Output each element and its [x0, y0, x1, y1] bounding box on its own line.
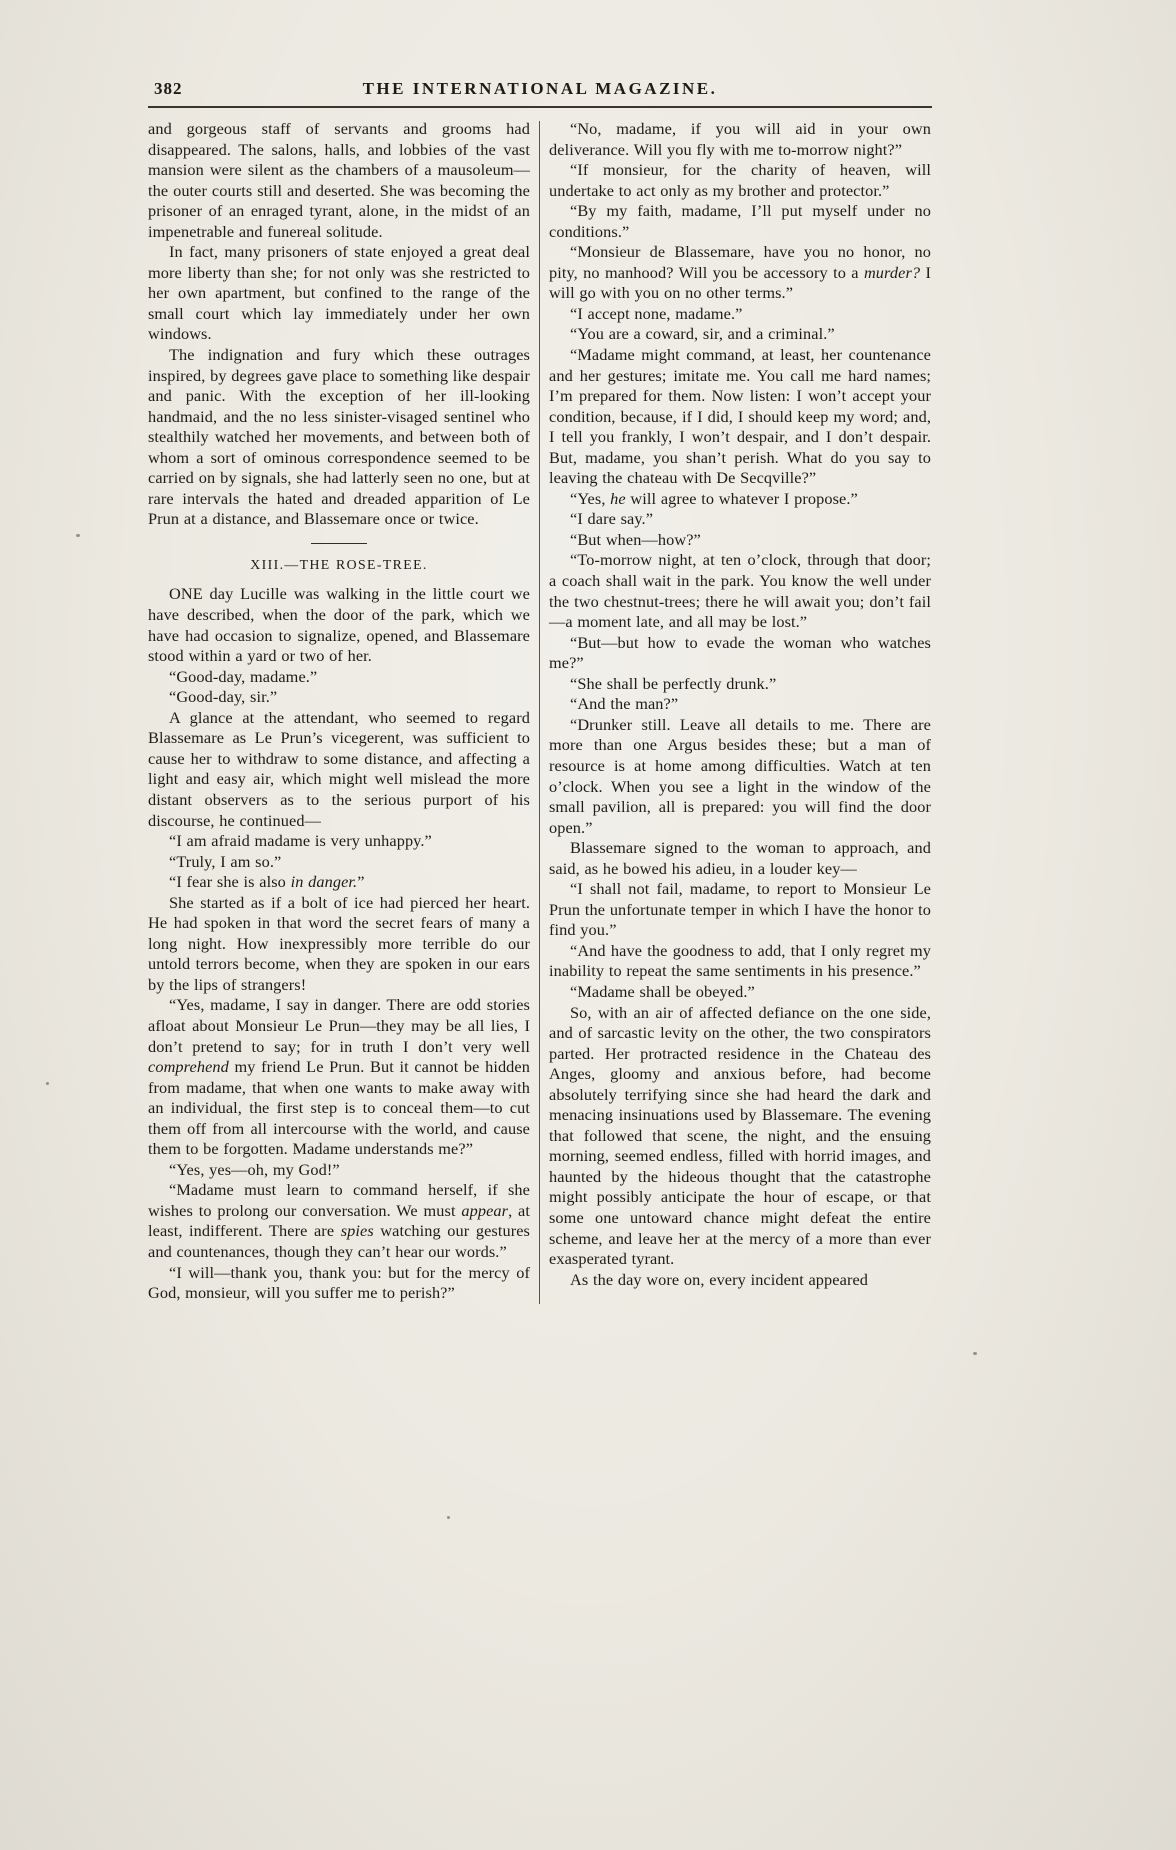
paragraph: “You are a coward, sir, and a criminal.”: [570, 324, 835, 344]
paragraph: “Yes, madame, I say in danger. There are odd stories afloat about Monsieur Le Prun—they may be all lies, I don’t pretend to say; for in truth I don’t very well comprehend my friend Le Prun. But it cannot be hidden from madame, that when one wants to make away with an individual, the first step is to conceal them—to cut them off from all intercourse with the world, and cause them to be forgotten. Madame understands me?”: [148, 995, 530, 1159]
paragraph: “Madame might command, at least, her countenance and her gestures; imitate me. You call me hard names; I’m prepared for them. Now listen: I won’t accept your condition, because, if I did, I should keep my word; and, I tell you frankly, I won’t despair, and I don’t despair. But, madame, you shan’t perish. What do you say to leaving the chateau with De Secqville?”: [549, 345, 931, 488]
paragraph: “Madame must learn to command herself, if she wishes to prolong our conversation. We must appear, at least, indifferent. There are spies watching our gestures and countenances, though they can’t hear our words.”: [148, 1180, 530, 1261]
scan-speck: [46, 1082, 49, 1085]
paragraph: “She shall be perfectly drunk.”: [570, 673, 777, 693]
paragraph: She started as if a bolt of ice had pierced her heart. He had spoken in that word the secret fears of many a long night. How inexpressibly more terrible do our untold terrors become, when they are spoken in our ears by the lips of strangers!: [148, 892, 530, 994]
paragraph: A glance at the attendant, who seemed to regard Blassemare as Le Prun’s vicegerent, was sufficient to cause her to withdraw to some distance, and affecting a light and easy air, which might well mislead the more distant observers as to the serious purport of his discourse, he continued—: [148, 707, 530, 830]
paragraph: ONE day Lucille was walking in the little court we have described, when the door of the park, which we have had occasion to signalize, opened, and Blassemare stood within a yard or two of her.: [148, 584, 530, 666]
header-rule: [148, 106, 932, 108]
text-columns: [148, 119, 932, 1304]
page-header: [148, 76, 932, 103]
paragraph: “Good-day, madame.”: [169, 666, 318, 686]
paragraph: As the day wore on, every incident appeared: [570, 1269, 869, 1289]
paragraph: So, with an air of affected defiance on the one side, and of sarcastic levity on the other, the two conspirators parted. Her protracted residence in the Chateau des Anges, gloomy and anxious before, had become absolutely terrifying since she had heard the dark and menacing insinuations used by Blassemare. The evening that followed that scene, the night, and the ensuing morning, seemed endless, filled with horrid images, and haunted by the hideous thought that the catastrophe might possibly anticipate the hour of escape, or that some one untoward chance might defeat the entire scheme, and leave her at the mercy of a more than ever exasperated tyrant.: [549, 1002, 931, 1269]
right-column: [549, 119, 931, 1304]
scan-speck: [447, 1516, 450, 1519]
page-title: THE INTERNATIONAL MAGAZINE.: [362, 79, 718, 98]
paragraph: “I am afraid madame is very unhappy.”: [169, 831, 432, 851]
paragraph: “If monsieur, for the charity of heaven, will undertake to act only as my brother and protector.”: [549, 160, 931, 200]
magazine-page: [148, 76, 932, 1304]
paragraph: “Drunker still. Leave all details to me. There are more than one Argus besides these; but a man of resource is at home among difficulties. Watch at ten o’clock. When you see a light in the window of the small pavilion, all is prepared: you will find the door open.”: [549, 714, 931, 837]
paragraph: “Monsieur de Blassemare, have you no honor, no pity, no manhood? Will you be accessory to a murder? I will go with you on no other terms.”: [549, 242, 931, 303]
paragraph: “To-morrow night, at ten o’clock, through that door; a coach shall wait in the park. You know the well under the two chestnut-trees; there he will await you; don’t fail—a moment late, and all may be lost.”: [549, 550, 931, 632]
paragraph: “I shall not fail, madame, to report to Monsieur Le Prun the unfortunate temper in which I have the honor to find you.”: [549, 879, 931, 940]
paragraph: “I dare say.”: [570, 509, 654, 529]
paragraph: “But when—how?”: [570, 529, 701, 549]
section-divider-rule: [311, 543, 367, 544]
paragraph: and gorgeous staff of servants and grooms had disappeared. The salons, halls, and lobbies of the vast mansion were silent as the chambers of a mausoleum—the outer courts still and deserted. She was becoming the prisoner of an enraged tyrant, alone, in the midst of an impenetrable and funereal solitude.: [148, 119, 530, 241]
page-number: 382: [154, 79, 183, 98]
scan-speck: [76, 534, 80, 537]
paragraph: “And the man?”: [570, 694, 679, 714]
scan-speck: [973, 1352, 977, 1355]
paragraph: “Madame shall be obeyed.”: [570, 981, 755, 1001]
paragraph: “I fear she is also in danger.”: [169, 872, 365, 892]
paragraph: “But—but how to evade the woman who watches me?”: [549, 632, 931, 673]
column-divider: [539, 121, 540, 1304]
paragraph: “And have the goodness to add, that I only regret my inability to repeat the same sentiments in his presence.”: [549, 940, 931, 981]
paragraph: Blassemare signed to the woman to approach, and said, as he bowed his adieu, in a louder key—: [549, 838, 931, 878]
paragraph: “By my faith, madame, I’ll put myself under no conditions.”: [549, 201, 931, 241]
paragraph: “Yes, he will agree to whatever I propose.”: [570, 488, 858, 508]
left-column: [148, 119, 530, 1304]
paragraph: “Yes, yes—oh, my God!”: [169, 1159, 340, 1179]
chapter-heading: XIII.—THE ROSE-TREE.: [250, 556, 428, 572]
paragraph: “I accept none, madame.”: [570, 303, 743, 323]
paragraph: “I will—thank you, thank you: but for the mercy of God, monsieur, will you suffer me to perish?”: [148, 1262, 530, 1303]
paragraph: “No, madame, if you will aid in your own deliverance. Will you fly with me to-morrow night?”: [549, 119, 931, 159]
paragraph: “Truly, I am so.”: [169, 851, 282, 871]
paragraph: “Good-day, sir.”: [169, 687, 278, 707]
paragraph: In fact, many prisoners of state enjoyed a great deal more liberty than she; for not only was she restricted to her own apartment, but confined to the range of the small court which lay immediately under her own windows.: [148, 242, 530, 344]
paragraph: The indignation and fury which these outrages inspired, by degrees gave place to something like despair and panic. With the exception of her ill-looking handmaid, and the no less sinister-visaged sentinel who stealthily watched her movements, and between both of whom a sort of ominous correspondence seemed to be carried on by signals, she had latterly seen no one, but at rare intervals the hated and dreaded apparition of Le Prun at a distance, and Blassemare once or twice.: [148, 345, 530, 529]
